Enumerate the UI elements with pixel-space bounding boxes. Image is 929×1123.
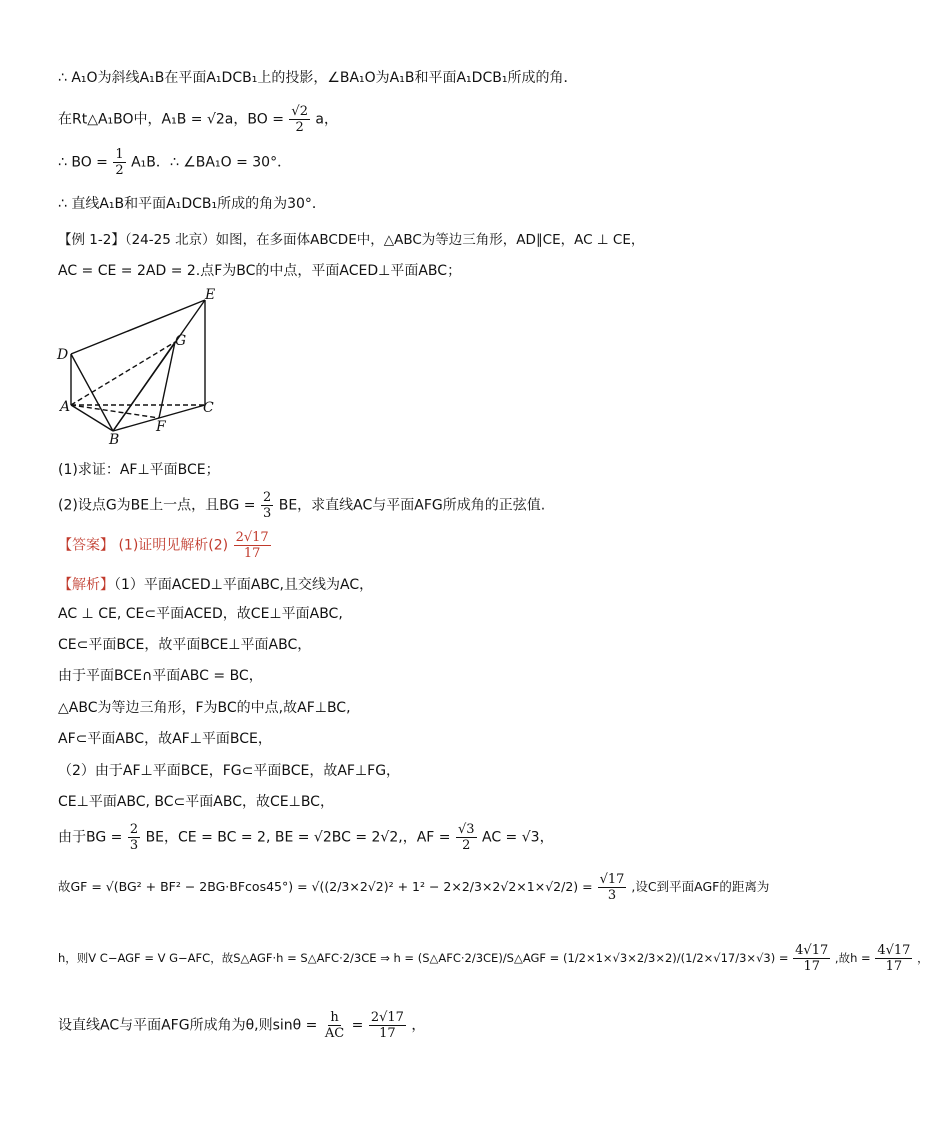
label-B: B bbox=[109, 432, 120, 448]
fraction: $\frac{h}{AC}$ bbox=[324, 1010, 345, 1041]
text-line: ∴ 直线A₁B和平面A₁DCB₁所成的角为30°． bbox=[58, 196, 326, 212]
text-line bbox=[58, 104, 338, 135]
text-segment: (2)设点G为BE上一点，且BG = bbox=[58, 497, 256, 514]
fraction: $\frac{2√17}{17}$ bbox=[370, 1010, 404, 1041]
text-segment: h，则V C−AGF = V G−AFC，故S△AGF·h = S△AFC·2/3CE ⇒ h = (S△AFC·2/3CE)/S△AGF = (1/2×1×√3×2/3×2)/(1/2×√17/3×√3) = bbox=[58, 951, 789, 965]
fraction: $\frac{4√17}{17}$ bbox=[795, 943, 829, 974]
fraction: $\frac{1}{2}$ bbox=[115, 147, 124, 178]
label-C: C bbox=[203, 400, 214, 416]
solution-line bbox=[58, 872, 769, 903]
text-segment: a， bbox=[315, 111, 339, 128]
text-segment: BE，求直线AC与平面AFG所成角的正弦值. bbox=[278, 497, 546, 514]
text-line: 【例 1-2】（24-25 北京）如图，在多面体ABCDE中，△ABC为等边三角形，AD∥CE，AC ⊥ CE， bbox=[58, 232, 645, 248]
solution-line bbox=[58, 1010, 425, 1041]
label-G: G bbox=[175, 333, 187, 349]
text-segment: 故GF = √(BG² + BF² − 2BG·BFcos45°) = √((2/3×2√2)² + 1² − 2×2/3×2√2×1×√2/2) = bbox=[58, 879, 593, 894]
text-segment: ,设C到平面AGF的距离为 bbox=[631, 879, 770, 894]
label-A: A bbox=[60, 399, 71, 415]
answer-line bbox=[58, 530, 272, 561]
text-line bbox=[58, 147, 291, 178]
question-1: (1)求证：AF⊥平面BCE； bbox=[58, 462, 220, 478]
solution-line: AF⊂平面ABC，故AF⊥平面BCE， bbox=[58, 731, 272, 747]
text-segment: AC = √3， bbox=[482, 829, 554, 846]
solution-line: CE⊂平面BCE，故平面BCE⊥平面ABC， bbox=[58, 637, 312, 653]
text-segment: BE，CE = BC = 2, BE = √2BC = 2√2,，AF = bbox=[145, 829, 451, 846]
text-segment: ， bbox=[411, 1017, 426, 1034]
text-segment: ,故h = bbox=[834, 951, 871, 965]
solution-line bbox=[58, 943, 929, 974]
text-segment: A₁B．∴ ∠BA₁O = 30°． bbox=[131, 154, 292, 171]
fraction: $\frac{2}{3}$ bbox=[129, 822, 139, 853]
question-2 bbox=[58, 490, 545, 521]
text-segment: = bbox=[351, 1017, 364, 1034]
label-E: E bbox=[205, 287, 216, 303]
text-line: AC = CE = 2AD = 2.点F为BC的中点，平面ACED⊥平面ABC； bbox=[58, 263, 462, 279]
fraction: $\frac{√3}{2}$ bbox=[457, 822, 475, 853]
text-segment: ， bbox=[917, 951, 929, 965]
solution-line bbox=[58, 822, 554, 853]
answer-label: 【答案】 bbox=[58, 537, 114, 554]
edge-AF bbox=[71, 405, 159, 418]
fraction: $\frac{√2}{2}$ bbox=[291, 104, 308, 135]
text-segment: 设直线AC与平面AFG所成角为θ,则sinθ = bbox=[58, 1017, 318, 1034]
label-F: F bbox=[156, 419, 166, 435]
solution-line: （2）由于AF⊥平面BCE，FG⊂平面BCE，故AF⊥FG， bbox=[58, 763, 401, 779]
text-segment: （1）平面ACED⊥平面ABC,且交线为AC， bbox=[114, 577, 374, 593]
fraction: $\frac{√17}{3}$ bbox=[599, 872, 625, 903]
fraction: $\frac{2√17}{17}$ bbox=[235, 530, 269, 561]
solution-line: △ABC为等边三角形，F为BC的中点,故AF⊥BC, bbox=[58, 700, 351, 716]
text-segment: ∴ BO = bbox=[58, 154, 108, 171]
text-segment: 在Rt△A₁BO中，A₁B = √2a，BO = bbox=[58, 111, 284, 128]
edge-AG bbox=[71, 342, 175, 405]
solution-line bbox=[58, 574, 373, 594]
fraction: $\frac{4√17}{17}$ bbox=[877, 943, 911, 974]
text-line: ∴ A₁O为斜线A₁B在平面A₁DCB₁上的投影，∠BA₁O为A₁B和平面A₁DCB₁所成的角． bbox=[58, 70, 578, 86]
solution-line: AC ⊥ CE, CE⊂平面ACED，故CE⊥平面ABC, bbox=[58, 606, 343, 622]
geometry-figure bbox=[55, 288, 235, 448]
solution-line: CE⊥平面ABC, BC⊂平面ABC，故CE⊥BC， bbox=[58, 794, 334, 810]
solution-label: 【解析】 bbox=[58, 577, 114, 593]
text-segment: 由于BG = bbox=[58, 829, 123, 846]
solution-line: 由于平面BCE∩平面ABC = BC， bbox=[58, 668, 263, 684]
fraction: $\frac{2}{3}$ bbox=[262, 490, 272, 521]
answer-text: (1)证明见解析(2) bbox=[118, 537, 229, 554]
label-D: D bbox=[57, 347, 69, 363]
